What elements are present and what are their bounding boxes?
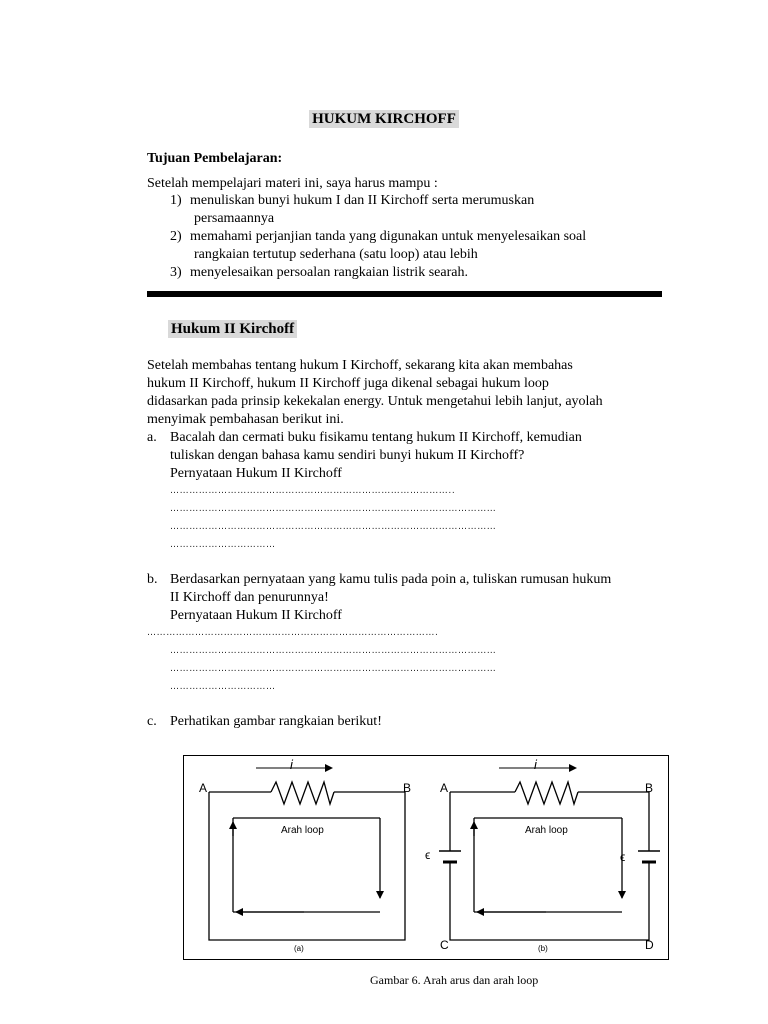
- resistor-icon: [515, 782, 578, 804]
- node-label-a: A: [440, 781, 449, 795]
- question-a-line: tuliskan dengan bahasa kamu sendiri bunyi hukum II Kirchoff?: [170, 448, 525, 463]
- answer-dots[interactable]: …………………………………………………………………………………………: [170, 504, 497, 514]
- answer-dots[interactable]: …………………………………………………………………………………………: [170, 646, 497, 656]
- answer-dots[interactable]: ……………………………: [170, 540, 276, 550]
- answer-dots[interactable]: ……………………………………………………………………………..: [170, 486, 456, 496]
- objective-number: 2): [170, 229, 182, 244]
- section-divider: [147, 291, 662, 297]
- objective-item: [170, 264, 468, 282]
- question-b-line: II Kirchoff dan penurunnya!: [170, 590, 329, 605]
- loop-label: Arah loop: [281, 825, 324, 836]
- wire: [209, 792, 405, 940]
- node-label-a: A: [199, 781, 208, 795]
- resistor-icon: [271, 782, 334, 804]
- title-text: HUKUM KIRCHOFF: [309, 110, 459, 128]
- emf-label: ϵ: [620, 850, 626, 864]
- section-heading-text: Hukum II Kirchoff: [168, 320, 297, 338]
- question-c-text: Perhatikan gambar rangkaian berikut!: [170, 714, 382, 729]
- objective-line: memahami perjanjian tanda yang digunakan untuk menyelesaikan soal: [190, 229, 587, 244]
- answer-dots[interactable]: …………………………………………………………………………………………: [170, 522, 497, 532]
- section-heading: [168, 320, 297, 338]
- objective-number: 1): [170, 193, 182, 208]
- page-title: [0, 110, 768, 128]
- wire: [578, 792, 649, 851]
- node-label-b: B: [403, 781, 412, 795]
- objective-number: 3): [170, 265, 182, 280]
- question-a-line: Bacalah dan cermati buku fisikamu tentang hukum II Kirchoff, kemudian: [170, 430, 582, 445]
- answer-dots[interactable]: …………………………………………………………………………………………: [170, 664, 497, 674]
- figure-caption: Gambar 6. Arah arus dan arah loop: [370, 973, 539, 987]
- paragraph-line: menyimak pembahasan berikut ini.: [147, 412, 344, 427]
- current-label: i: [290, 757, 293, 772]
- question-b-label: b.: [147, 572, 158, 587]
- objective-line: persamaannya: [194, 211, 275, 226]
- answer-dots[interactable]: ……………………………: [170, 682, 276, 692]
- question-c-label: c.: [147, 714, 157, 729]
- wire: [450, 862, 649, 940]
- circuit-b: [439, 768, 660, 940]
- node-label-c: C: [440, 938, 449, 952]
- node-label-b: B: [645, 781, 654, 795]
- objectives-heading: Tujuan Pembelajaran:: [147, 151, 283, 166]
- current-label: i: [534, 757, 537, 772]
- objective-line: menyelesaikan persoalan rangkaian listrik searah.: [190, 265, 468, 280]
- circuit-a: [209, 768, 405, 940]
- node-label-d: D: [645, 938, 654, 952]
- question-a-subtitle: Pernyataan Hukum II Kirchoff: [170, 466, 342, 481]
- objective-item: [170, 192, 534, 210]
- answer-dots[interactable]: ……………………………………………………………………………….: [147, 628, 439, 638]
- objective-item: [170, 228, 586, 246]
- objective-line: rangkaian tertutup sederhana (satu loop) atau lebih: [194, 247, 478, 262]
- emf-label: ϵ: [425, 848, 431, 862]
- question-b-subtitle: Pernyataan Hukum II Kirchoff: [170, 608, 342, 623]
- paragraph-line: didasarkan pada prinsip kekekalan energy. Untuk mengetahui lebih lanjut, ayolah: [147, 394, 603, 409]
- figure-box: [183, 755, 669, 960]
- sublabel-b: (b): [538, 944, 548, 953]
- paragraph-line: hukum II Kirchoff, hukum II Kirchoff juga dikenal sebagai hukum loop: [147, 376, 549, 391]
- question-b-line: Berdasarkan pernyataan yang kamu tulis pada poin a, tuliskan rumusan hukum: [170, 572, 612, 587]
- paragraph-line: Setelah membahas tentang hukum I Kirchoff, sekarang kita akan membahas: [147, 358, 573, 373]
- objectives-intro: Setelah mempelajari materi ini, saya harus mampu :: [147, 176, 438, 191]
- objective-line: menuliskan bunyi hukum I dan II Kirchoff serta merumuskan: [190, 193, 535, 208]
- sublabel-a: (a): [294, 944, 304, 953]
- loop-label: Arah loop: [525, 825, 568, 836]
- question-a-label: a.: [147, 430, 157, 445]
